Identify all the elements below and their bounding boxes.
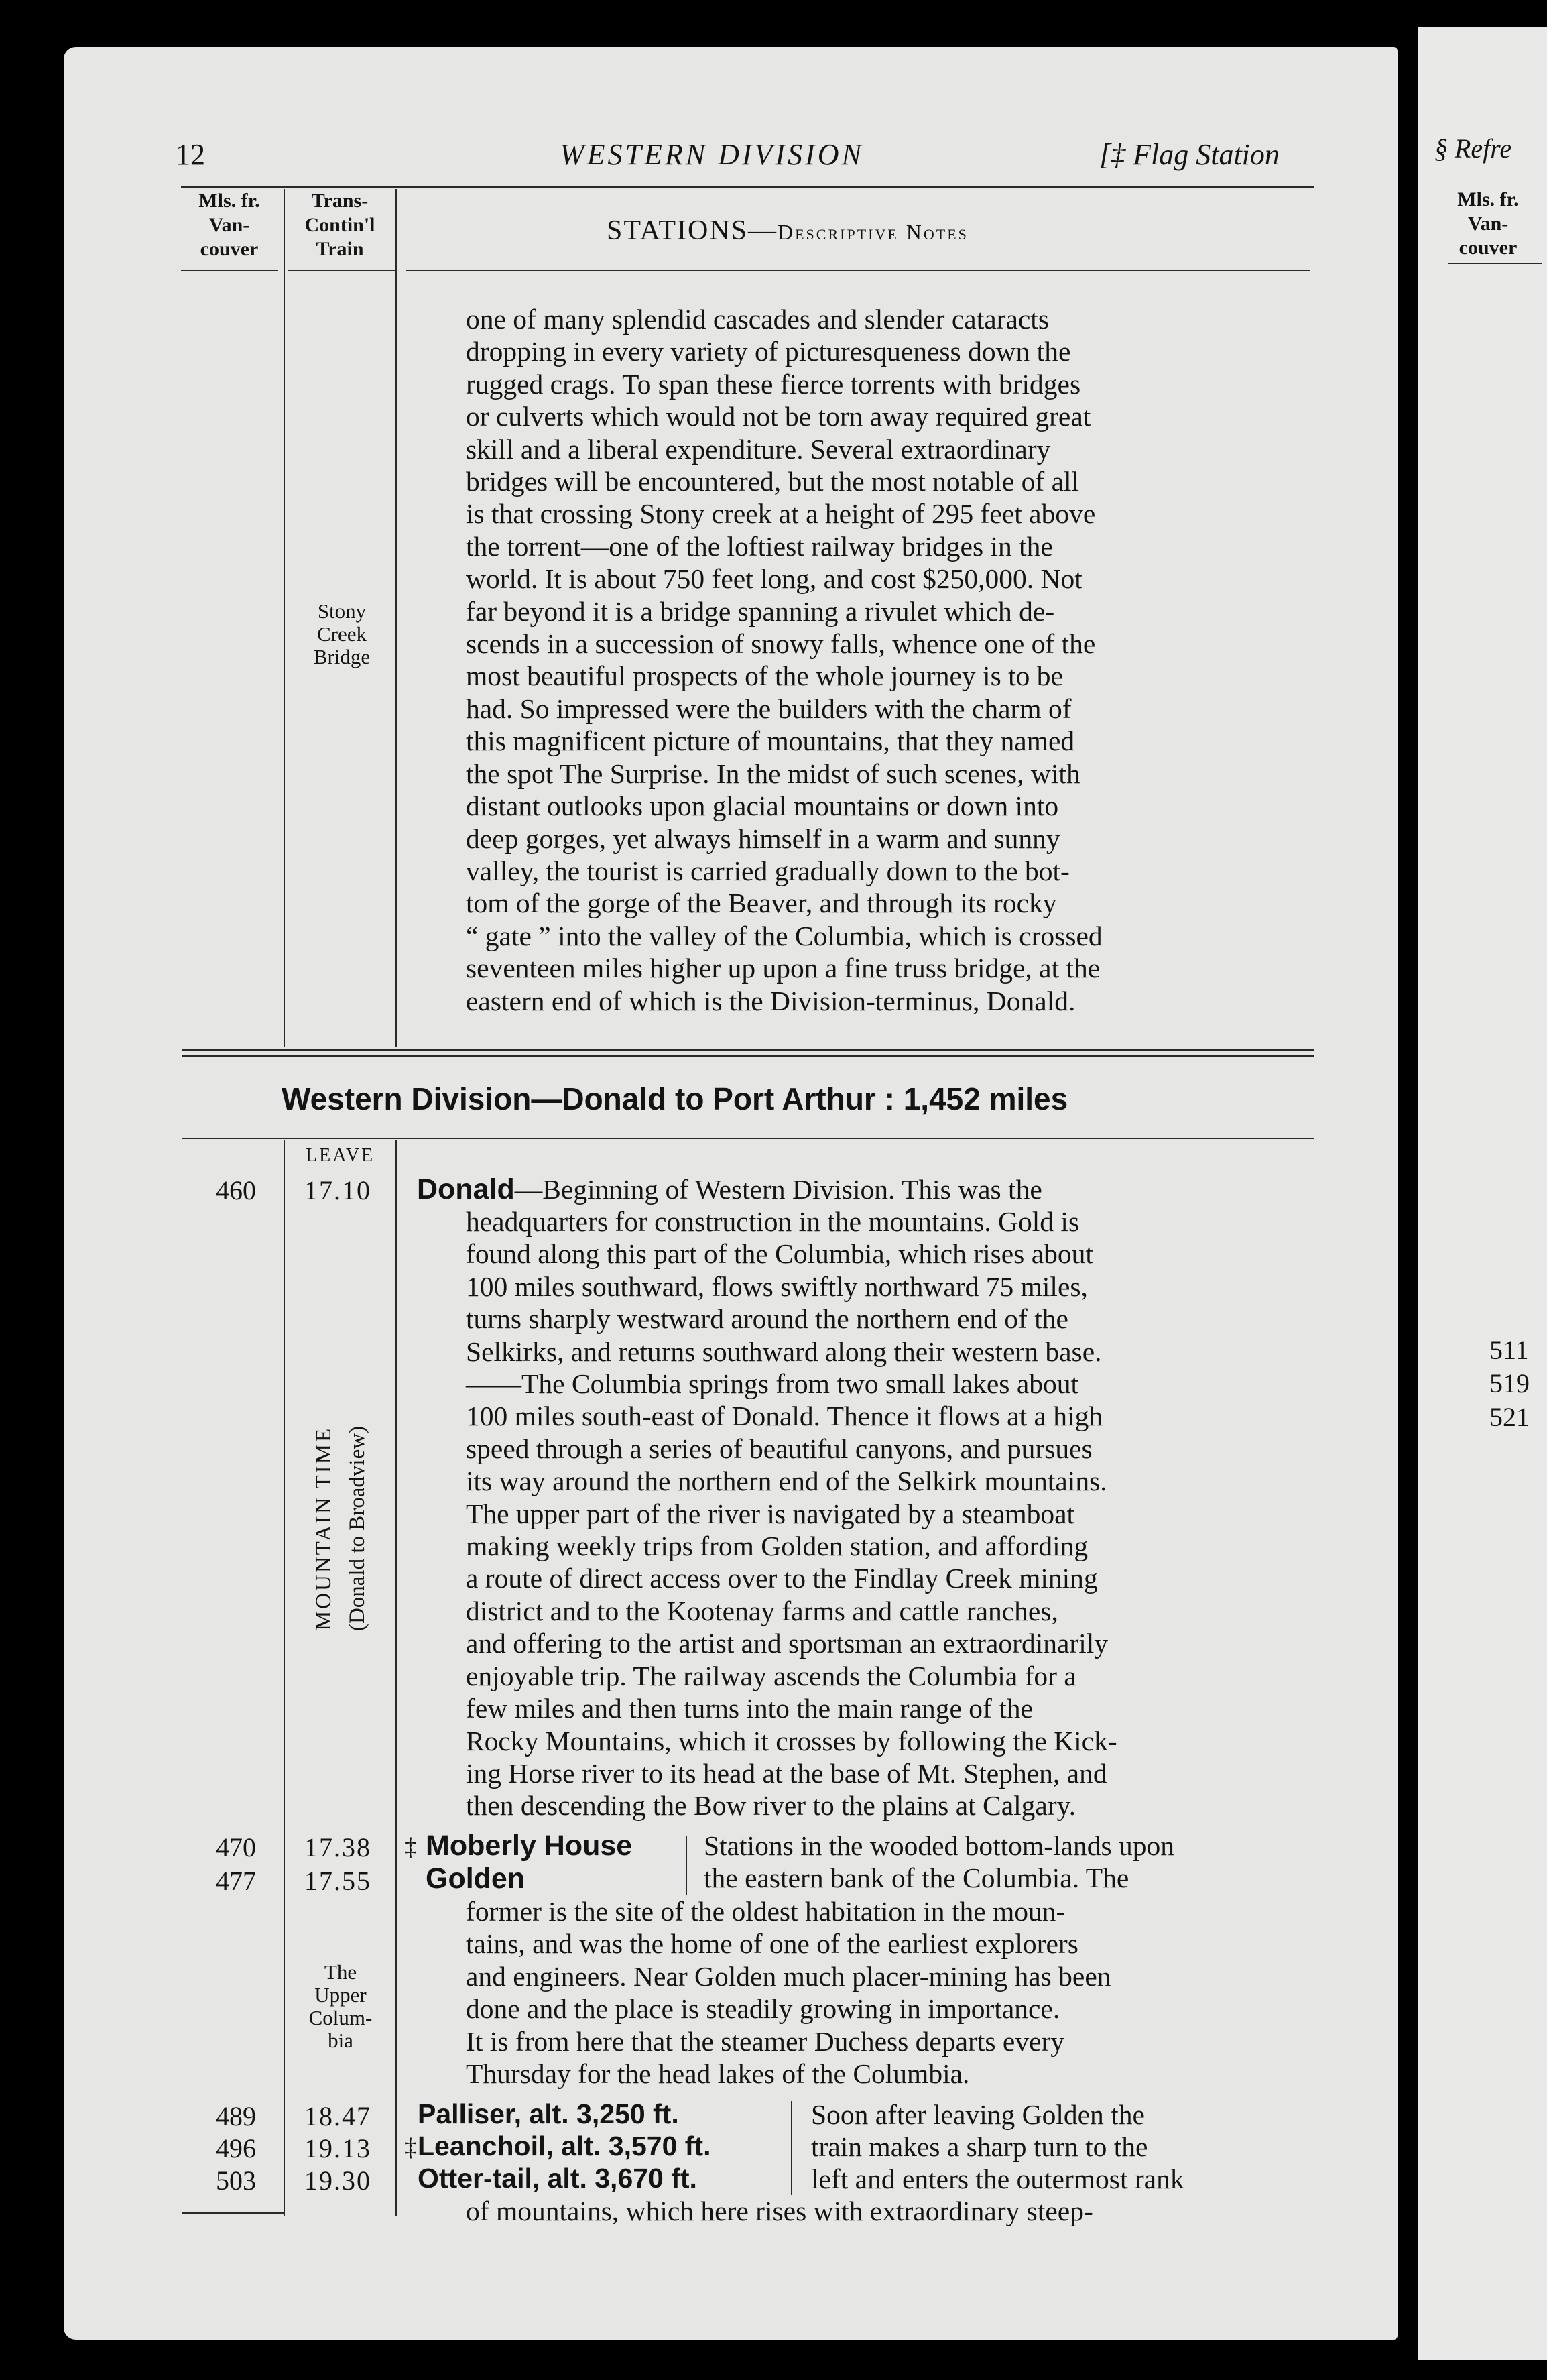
station-name-leanchoil: Leanchoil, alt. 3,570 ft. (418, 2131, 711, 2161)
palliser-note: Soon after leaving Golden the (811, 2099, 1145, 2130)
train-header-line: Contin'l (304, 214, 375, 236)
next-page-heading: § Refre (1434, 133, 1512, 164)
column-divider (395, 189, 397, 1047)
column-bottom-rule (182, 2212, 284, 2214)
side-note-line: Upper (314, 1983, 367, 2007)
section-title: Western Division—Donald to Port Arthur : 1,452 miles (282, 1081, 1068, 1116)
miles-header-line: couver (200, 238, 259, 260)
text-line: ing Horse river to its head at the base of Mt. Stephen, and (466, 1757, 1107, 1789)
text-line: district and to the Kootenay farms and cattle ranches, (466, 1595, 1058, 1626)
side-note-line: The (324, 1960, 357, 1984)
text-line: Rocky Mountains, which it crosses by following the Kick- (466, 1725, 1117, 1757)
side-note-line: Stony (317, 599, 367, 623)
text-line: The upper part of the river is navigated by a steamboat (466, 1498, 1075, 1529)
facing-page-edge (1418, 27, 1547, 2360)
donald-description-body (466, 1205, 1317, 1822)
page-number: 12 (176, 138, 205, 171)
text-line: tom of the gorge of the Beaver, and through its rocky (466, 888, 1057, 919)
text-line: done and the place is steadily growing in importance. (466, 1993, 1060, 2025)
text-line: scends in a succession of snowy falls, whence one of the (466, 628, 1096, 660)
section-divider-rule (182, 1055, 1314, 1057)
upper-columbia-note (294, 1961, 387, 2052)
stony-creek-bridge-note (295, 600, 389, 668)
station-name-golden: Golden (426, 1862, 525, 1895)
text-line: distant outlooks upon glacial mountains or down into (466, 790, 1059, 822)
train-header-line: Trans- (311, 190, 369, 212)
text-line: then descending the Bow river to the plains at Calgary. (466, 1790, 1076, 1822)
donald-miles: 460 (216, 1175, 256, 1205)
column-divider (284, 189, 285, 1047)
text-line: one of many splendid cascades and slender cataracts (466, 304, 1049, 335)
text-line: and offering to the artist and sportsman an extraordinarily (466, 1628, 1109, 1659)
column-divider (284, 1140, 285, 2216)
text-line: eastern end of which is the Division-terminus, Donald. (466, 985, 1076, 1016)
station-name-moberly-house: Moberly House (426, 1830, 633, 1862)
palliser-continuation: of mountains, which here rises with extraordinary steep- (466, 2196, 1093, 2226)
text-line: “ gate ” into the valley of the Columbia, which is crossed (466, 920, 1103, 951)
text-line: few miles and then turns into the main range of the (466, 1693, 1033, 1724)
header-top-rule (181, 186, 1314, 188)
text-line: ——The Columbia springs from two small lakes about (466, 1368, 1079, 1400)
text-line: and engineers. Near Golden much placer-mining has been (466, 1960, 1111, 1992)
stations-column-header (607, 215, 969, 247)
station-name-donald: Donald (417, 1173, 515, 1205)
moberly-miles: 470 (216, 1832, 256, 1862)
text-line: the eastern bank of the Columbia. The (704, 1862, 1129, 1894)
leanchoil-miles: 496 (216, 2133, 256, 2163)
text-line: Selkirks, and returns southward along their western base. (466, 1335, 1102, 1367)
header-bottom-rule (181, 270, 278, 271)
palliser-miles: 489 (216, 2101, 256, 2131)
facing-page-miles: 511 (1489, 1335, 1529, 1365)
text-line: skill and a liberal expenditure. Several extraordinary (466, 433, 1051, 465)
text-line: rugged crags. To span these fierce torrents with bridges (466, 368, 1081, 400)
bracket-rule (686, 1836, 687, 1895)
bracket-rule (791, 2101, 792, 2195)
text-line: is that crossing Stony creek at a height of 295 feet above (466, 498, 1096, 530)
header-bottom-rule (288, 270, 395, 271)
golden-time: 17.55 (304, 1866, 371, 1896)
donald-time: 17.10 (304, 1175, 371, 1205)
stations-heading-sub: Descriptive Notes (778, 220, 969, 244)
moberly-description (466, 1895, 1317, 2090)
flag-station-note: [‡ Flag Station (1099, 138, 1280, 171)
text-line: —Beginning of Western Division. This was the (514, 1174, 1042, 1205)
flag-station-marker: ‡ (404, 2133, 417, 2161)
text-line: 100 miles south-east of Donald. Thence it flows at a high (466, 1401, 1103, 1432)
stations-heading-main: STATIONS— (607, 215, 778, 246)
moberly-side-text (704, 1830, 1320, 1895)
text-line: deep gorges, yet always himself in a warm and sunny (466, 823, 1060, 854)
side-note-line: Creek (316, 622, 367, 646)
text-line: bridges will be encountered, but the most notable of all (466, 466, 1080, 497)
otter-tail-miles: 503 (216, 2165, 256, 2196)
text-line: or culverts which would not be torn away required great (466, 401, 1091, 432)
text-line: a route of direct access over to the Findlay Creek mining (466, 1563, 1098, 1594)
text-line: tains, and was the home of one of the earliest explorers (466, 1928, 1078, 1960)
running-title: WESTERN DIVISION (560, 138, 864, 171)
text-line: headquarters for construction in the mountains. Gold is (466, 1206, 1080, 1237)
golden-miles: 477 (216, 1866, 256, 1896)
donald-description (417, 1173, 1315, 1205)
text-line: 100 miles southward, flows swiftly northward 75 miles, (466, 1270, 1088, 1302)
section-title-underline (182, 1138, 1314, 1139)
train-column-header (290, 189, 390, 261)
side-note-line: Colum- (308, 2006, 373, 2029)
palliser-time: 18.47 (304, 2101, 371, 2131)
text-line: its way around the northern end of the Selkirk mountains. (466, 1466, 1107, 1497)
miles-header-line: Mls. fr. (1457, 188, 1519, 211)
mountain-time-range: (Donald to Broadview) (345, 1425, 369, 1632)
text-line: this magnificent picture of mountains, that they named (466, 725, 1075, 757)
text-line: former is the site of the oldest habitation in the moun- (466, 1896, 1066, 1927)
station-name-otter-tail: Otter-tail, alt. 3,670 ft. (418, 2163, 697, 2194)
miles-header-line: Van- (208, 214, 250, 236)
text-line: world. It is about 750 feet long, and cost $250,000. Not (466, 563, 1082, 595)
next-page-miles-header (1444, 188, 1532, 260)
text-line: turns sharply westward around the northern end of the (466, 1303, 1068, 1335)
section-divider-rule (182, 1049, 1314, 1051)
text-line: making weekly trips from Golden station, and affording (466, 1531, 1089, 1562)
mountain-time-label: MOUNTAIN TIME (312, 1426, 336, 1631)
text-line: Thursday for the head lakes of the Columbia. (466, 2058, 970, 2090)
text-line: valley, the tourist is carried gradually down to the bot- (466, 855, 1070, 886)
leanchoil-note: train makes a sharp turn to the (811, 2131, 1148, 2162)
text-line: found along this part of the Columbia, which rises about (466, 1238, 1093, 1270)
miles-header-line: Van- (1467, 213, 1509, 235)
text-line: seventeen miles higher up upon a fine truss bridge, at the (466, 953, 1101, 984)
miles-header-line: couver (1459, 237, 1518, 259)
mountain-time-note (206, 1425, 488, 1632)
text-line: most beautiful prospects of the whole journey is to be (466, 660, 1063, 692)
train-header-line: Train (316, 238, 364, 260)
miles-column-header (182, 189, 276, 261)
leave-label: LEAVE (306, 1145, 375, 1166)
station-name-palliser: Palliser, alt. 3,250 ft. (418, 2098, 679, 2129)
text-line: enjoyable trip. The railway ascends the Columbia for a (466, 1660, 1076, 1691)
side-note-line: Bridge (313, 645, 371, 668)
text-line: the torrent—one of the loftiest railway bridges in the (466, 530, 1053, 562)
side-note-line: bia (328, 2029, 353, 2052)
flag-station-marker: ‡ (404, 1833, 417, 1861)
facing-page-miles: 521 (1489, 1402, 1530, 1432)
otter-tail-note: left and enters the outermost rank (811, 2163, 1184, 2194)
intro-paragraph (466, 303, 1317, 1017)
otter-tail-time: 19.30 (304, 2165, 371, 2196)
text-line: the spot The Surprise. In the midst of such scenes, with (466, 758, 1080, 789)
text-line: speed through a series of beautiful canyons, and pursues (466, 1433, 1093, 1464)
text-line: Stations in the wooded bottom-lands upon (704, 1830, 1174, 1861)
text-line: far beyond it is a bridge spanning a rivulet which de- (466, 595, 1055, 627)
header-bottom-rule (1448, 263, 1542, 264)
leanchoil-time: 19.13 (304, 2133, 371, 2163)
facing-page-miles: 519 (1489, 1368, 1530, 1399)
column-divider (395, 1140, 397, 2216)
miles-header-line: Mls. fr. (198, 190, 260, 212)
text-line: It is from here that the steamer Duchess departs every (466, 2025, 1065, 2057)
header-bottom-rule (406, 270, 1310, 271)
moberly-time: 17.38 (304, 1832, 371, 1862)
text-line: dropping in every variety of picturesqueness down the (466, 336, 1071, 367)
text-line: had. So impressed were the builders with the charm of (466, 693, 1072, 724)
